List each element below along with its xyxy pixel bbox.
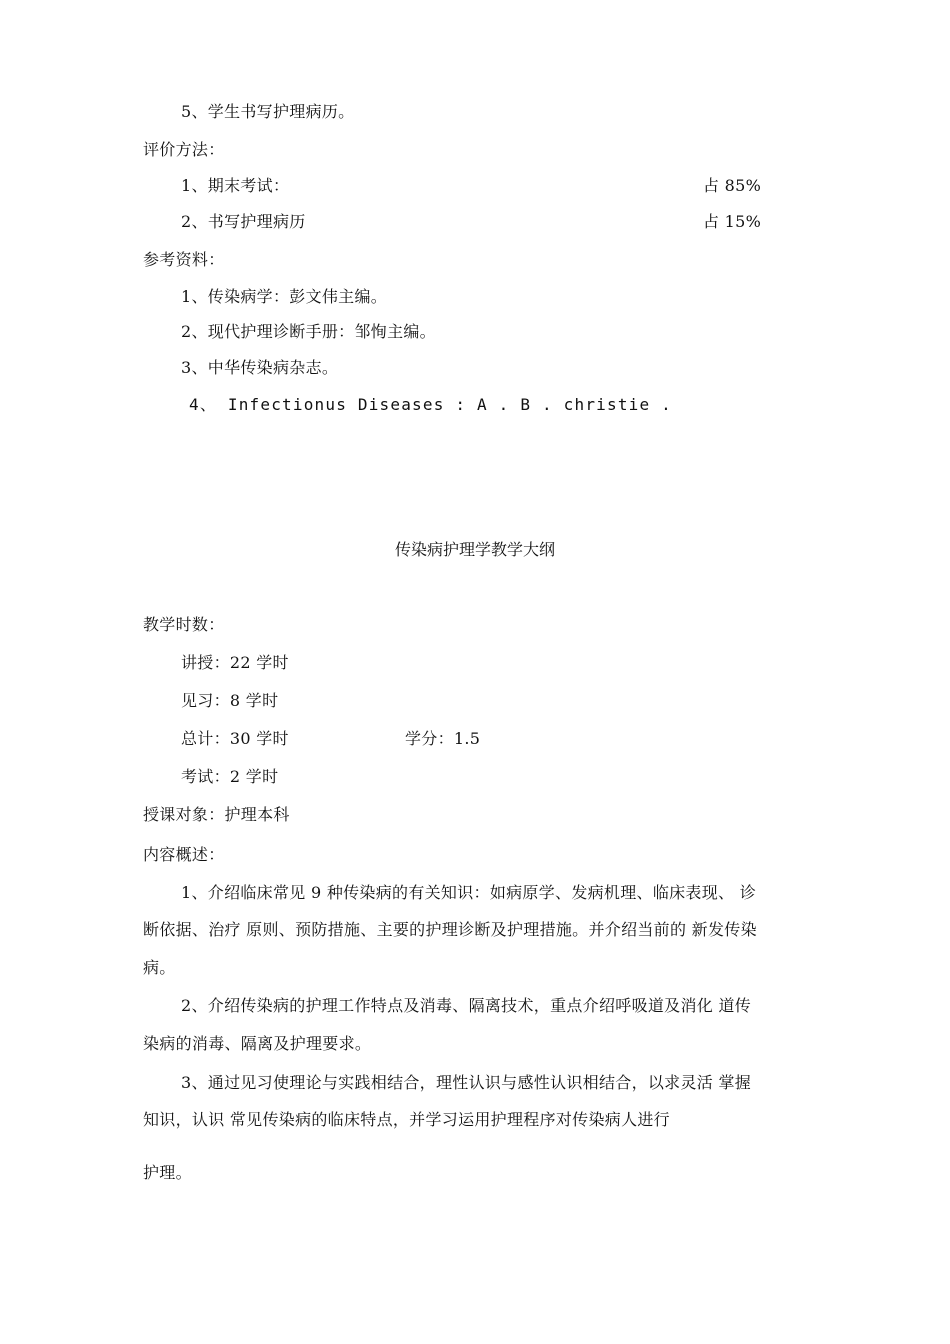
evaluation-item-weight: 占 15%: [703, 212, 762, 231]
list-item-student-case-writing: 5、学生书写护理病历。: [181, 102, 355, 121]
overview-paragraph-line: 1、介绍临床常见 9 种传染病的有关知识：如病原学、发病机理、临床表现、 诊: [181, 883, 757, 902]
evaluation-item-weight: 占 85%: [703, 176, 762, 195]
reference-item: 2、现代护理诊断手册：邹恂主编。: [181, 322, 436, 341]
reference-item: 3、中华传染病杂志。: [181, 358, 339, 377]
overview-heading: 内容概述：: [143, 845, 225, 864]
document-title: 传染病护理学教学大纲: [394, 540, 555, 559]
overview-paragraph-line: 病。: [143, 958, 176, 977]
evaluation-item-label: 1、期末考试：: [181, 176, 290, 195]
lecture-hours: 讲授：22 学时: [181, 653, 289, 672]
exam-hours: 考试：2 学时: [181, 767, 279, 786]
overview-paragraph-line: 3、通过见习使理论与实践相结合，理性认识与感性认识相结合，以求灵活 掌握: [181, 1073, 752, 1092]
overview-paragraph-line: 知识，认识 常见传染病的临床特点，并学习运用护理程序对传染病人进行: [143, 1110, 670, 1129]
overview-paragraph-line: 2、介绍传染病的护理工作特点及消毒、隔离技术，重点介绍呼吸道及消化 道传: [181, 996, 752, 1015]
overview-paragraph-line: 护理。: [143, 1163, 192, 1182]
audience-line: 授课对象：护理本科: [143, 805, 290, 824]
evaluation-item-label: 2、书写护理病历: [181, 212, 306, 231]
reference-item: 1、传染病学：彭文伟主编。: [181, 287, 388, 306]
total-hours: 总计：30 学时: [181, 729, 289, 748]
credit-value: 学分：1.5: [405, 729, 481, 748]
practice-hours: 见习：8 学时: [181, 691, 279, 710]
overview-paragraph-line: 断依据、治疗 原则、预防措施、主要的护理诊断及护理措施。并介绍当前的 新发传染: [143, 920, 757, 939]
evaluation-heading: 评价方法：: [143, 140, 225, 159]
references-heading: 参考资料：: [143, 250, 225, 269]
overview-paragraph-line: 染病的消毒、隔离及护理要求。: [143, 1034, 372, 1053]
reference-item: 4、 Infectionus Diseases : A . B . christie .: [189, 395, 673, 414]
teaching-hours-heading: 教学时数：: [143, 615, 225, 634]
